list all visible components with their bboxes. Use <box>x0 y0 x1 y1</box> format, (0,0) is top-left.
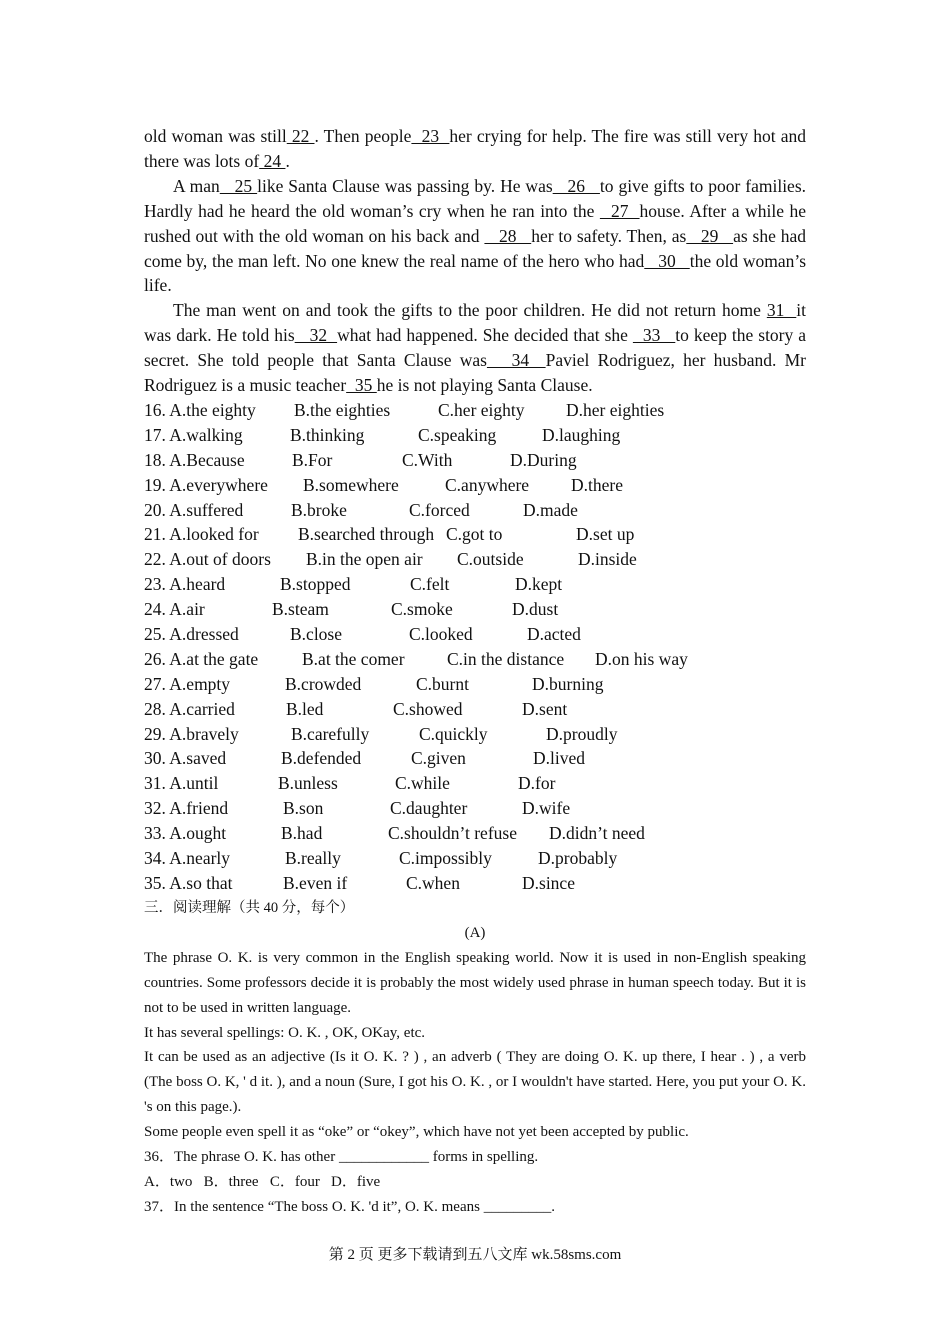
question-row <box>144 746 806 771</box>
option-b: B.really <box>285 848 341 868</box>
option-d: D.on his way <box>595 648 688 669</box>
option-d: D.proudly <box>546 723 618 744</box>
option-a: 34. A.nearly <box>144 848 231 868</box>
option-b: B.thinking <box>290 424 365 445</box>
page-footer: 第 2 页 更多下载请到五八文库 wk.58sms.com <box>328 1247 622 1263</box>
option-d: D.burning <box>532 673 604 694</box>
question-36-options: A．two B．three C．four D．five <box>144 1173 381 1190</box>
option-b: B.had <box>281 823 323 844</box>
option-b: B.even if <box>283 872 348 893</box>
option-a: 22. A.out of doors <box>144 549 271 570</box>
option-d: D.probably <box>538 848 618 868</box>
option-a: 16. A.the eighty <box>144 399 256 420</box>
passage-paragraph-2 <box>144 298 806 398</box>
question-row <box>144 522 806 547</box>
option-d: D.since <box>522 872 575 893</box>
option-c: C.quickly <box>419 723 488 744</box>
option-c: C.looked <box>409 623 473 644</box>
option-a: 24. A.air <box>144 599 205 620</box>
option-d: D.kept <box>515 574 563 595</box>
blank-31: 31 <box>766 300 797 321</box>
question-row <box>144 871 806 896</box>
option-d: D.lived <box>533 748 586 769</box>
option-c: C.forced <box>409 499 470 520</box>
reading-paragraph: The phrase O. K. is very common in the English speaking world. Now it is used in non-English speaking countries. Some professors decide it is probably the most widely used phrase in human speech today. But it is not to be used in written language. <box>144 949 806 1016</box>
option-c: C.while <box>395 773 450 794</box>
option-a: 17. A.walking <box>144 424 243 445</box>
option-b: B.in the open air <box>306 549 423 570</box>
option-d: D.for <box>518 773 556 794</box>
question-row <box>144 597 806 622</box>
question-row <box>144 722 806 747</box>
option-c: C.got to <box>446 524 503 545</box>
option-a: 31. A.until <box>144 773 219 794</box>
passage-text: like Santa Clause was passing by. He was <box>257 175 553 196</box>
blank-34: 34 <box>486 350 546 371</box>
option-c: C.her eighty <box>438 399 525 420</box>
option-b: B.steam <box>272 599 329 620</box>
blank-33: 33 <box>632 325 676 346</box>
option-d: D.didn’t need <box>549 823 645 844</box>
question-row <box>144 821 806 846</box>
option-a: 29. A.bravely <box>144 723 239 744</box>
option-c: C.given <box>411 748 466 769</box>
question-row <box>144 622 806 647</box>
option-b: B.son <box>283 798 324 819</box>
option-d: D.set up <box>576 524 635 545</box>
question-row <box>144 423 806 448</box>
reading-paragraph: It can be used as an adjective (Is it O. K. ? ) , an adverb ( They are doing O. K. up there, I hear . ) , a verb (The boss O. K, ' d it. ), and a noun (Sure, I got his O. K. , or I wouldn't have started. Here, you put your O. K. 's on this page.). <box>144 1049 806 1116</box>
option-d: D.During <box>510 449 577 470</box>
option-b: B.carefully <box>291 723 370 744</box>
option-c: C.speaking <box>418 424 497 445</box>
passage-text: he is not playing Santa Clause. <box>376 375 593 396</box>
blank-27: 27 <box>599 200 640 221</box>
option-b: B.For <box>292 449 333 470</box>
option-d: D.sent <box>522 698 568 719</box>
option-b: B.broke <box>291 499 347 520</box>
option-d: D.acted <box>527 623 581 644</box>
option-a: 23. A.heard <box>144 574 226 595</box>
option-c: C.With <box>402 449 453 470</box>
option-a: 27. A.empty <box>144 673 231 694</box>
option-c: C.impossibly <box>399 848 492 868</box>
question-row <box>144 572 806 597</box>
option-b: B.at the comer <box>302 648 405 669</box>
blank-29: 29 <box>686 225 734 246</box>
option-c: C.anywhere <box>445 474 530 495</box>
passage-text: The man went on and took the gifts to the poor children. He did not return home <box>173 300 761 321</box>
option-b: B.stopped <box>280 574 351 595</box>
blank-32: 32 <box>294 325 338 346</box>
passage-text: her to safety. Then, as <box>531 225 687 246</box>
option-a: 33. A.ought <box>144 823 227 844</box>
option-d: D.dust <box>512 599 559 620</box>
option-c: C.felt <box>410 574 450 595</box>
passage-text: to give gifts to poor families. Hardly had he heard the old woman’s cry when he ran into the <box>144 175 807 221</box>
option-a: 32. A.friend <box>144 798 229 819</box>
option-b: B.searched through <box>298 524 435 545</box>
passage-text: to keep the story a secret. She told people that Santa Clause was <box>144 325 807 371</box>
passage-text: old woman was still <box>144 126 287 146</box>
reading-paragraph: It has several spellings: O. K. , OK, OKay, etc. <box>144 1024 426 1041</box>
option-c: C.smoke <box>391 599 453 620</box>
option-d: D.inside <box>578 549 637 570</box>
reading-paragraph: Some people even spell it as “oke” or “okey”, which have not yet been accepted by public. <box>144 1124 689 1141</box>
passage-text: it was dark. He told his <box>144 300 807 346</box>
blank-35: 35 <box>346 375 377 396</box>
option-b: B.somewhere <box>303 474 399 495</box>
passage-text: Paviel Rodriguez, her husband. Mr Rodriguez is a music teacher <box>144 350 807 396</box>
question-row <box>144 547 806 572</box>
option-a: 18. A.Because <box>144 449 245 470</box>
passage-text: . <box>285 150 290 171</box>
blank-23: 23 <box>411 126 450 146</box>
blank-22: 22 <box>286 126 315 146</box>
option-a: 35. A.so that <box>144 872 233 893</box>
question-row <box>144 398 806 423</box>
option-c: C.daughter <box>390 798 468 819</box>
question-37: 37．In the sentence “The boss O. K. 'd it”, O. K. means _________. <box>144 1198 555 1215</box>
passage-paragraph-1 <box>144 174 806 299</box>
question-row <box>144 846 806 871</box>
question-row <box>144 647 806 672</box>
option-b: B.the eighties <box>294 399 391 420</box>
option-b: B.led <box>286 698 324 719</box>
blank-25: 25 <box>219 175 258 196</box>
option-d: D.her eighties <box>566 399 665 420</box>
option-c: C.outside <box>457 549 524 570</box>
option-b: B.defended <box>281 748 362 769</box>
passage-text: house. After a while he rushed out with the old woman on his back and <box>144 200 807 246</box>
passage-text: as she had come by, the man left. No one knew the real name of the hero who had <box>144 225 807 271</box>
option-a: 21. A.looked for <box>144 524 259 545</box>
passage-text: what had happened. She decided that she <box>337 325 628 346</box>
option-a: 26. A.at the gate <box>144 648 259 669</box>
question-row <box>144 697 806 722</box>
option-d: D.laughing <box>542 424 621 445</box>
question-row <box>144 473 806 498</box>
option-c: C.in the distance <box>447 648 565 669</box>
passage-paragraph-0 <box>144 124 806 174</box>
document-page <box>144 124 806 1220</box>
question-row <box>144 448 806 473</box>
passage-subtitle: (A) <box>464 924 486 941</box>
blank-28: 28 <box>484 225 532 246</box>
option-c: C.burnt <box>416 673 469 694</box>
option-b: B.close <box>290 623 343 644</box>
section-title: 三．阅读理解（共 40 分，每个） <box>144 899 355 916</box>
question-row <box>144 771 806 796</box>
option-b: B.unless <box>278 773 338 794</box>
passage-text: A man <box>173 175 220 196</box>
cloze-questions <box>144 398 806 896</box>
passage-text: . Then people <box>314 126 412 146</box>
option-c: C.shouldn’t refuse <box>388 823 517 844</box>
passage-text: her crying for help. The fire was still very hot and there was lots of <box>144 126 806 171</box>
option-a: 19. A.everywhere <box>144 474 268 495</box>
option-c: C.showed <box>393 698 463 719</box>
question-36: 36．The phrase O. K. has other ____________ forms in spelling. <box>144 1149 539 1166</box>
blank-26: 26 <box>552 175 600 196</box>
option-a: 20. A.suffered <box>144 499 244 520</box>
option-a: 30. A.saved <box>144 748 227 769</box>
blank-24: 24 <box>259 150 286 171</box>
option-d: D.wife <box>522 798 571 819</box>
question-row <box>144 672 806 697</box>
question-row <box>144 796 806 821</box>
option-d: D.made <box>523 499 578 520</box>
blank-30: 30 <box>644 250 690 271</box>
passage-text: the old woman’s life. <box>144 250 807 296</box>
question-row <box>144 498 806 523</box>
option-c: C.when <box>406 872 460 893</box>
option-d: D.there <box>571 474 623 495</box>
option-a: 28. A.carried <box>144 698 235 719</box>
option-a: 25. A.dressed <box>144 623 239 644</box>
option-b: B.crowded <box>285 673 362 694</box>
